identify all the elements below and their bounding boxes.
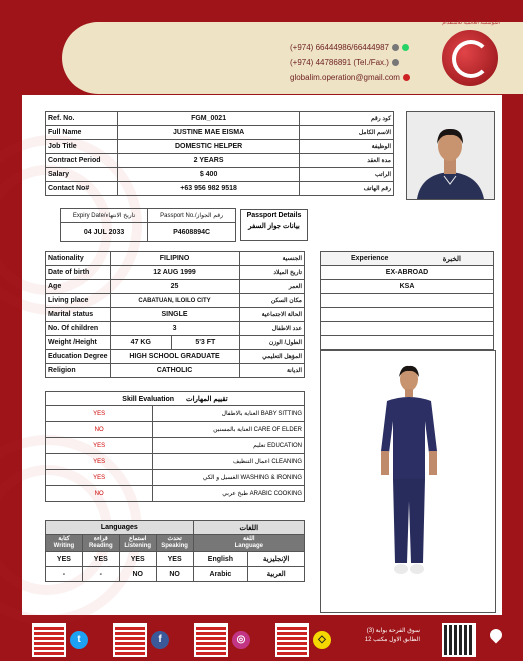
language-level: YES [156,552,193,567]
language-name-header [193,535,304,552]
language-name-ar: الإنجليزية [248,552,305,567]
info-label: Marital status [46,308,111,322]
field-value: DOMESTIC HELPER [117,140,299,154]
language-skill-header-ar: قراءة [93,536,108,542]
facebook-icon[interactable]: f [151,631,169,649]
portrait-photo [406,111,495,200]
personal-row [46,168,394,182]
weight-value: 47 KG [110,336,172,350]
whatsapp-icon [402,44,409,51]
religion-label: Religion [46,364,111,378]
info-row [46,308,305,322]
weight-label-ar: الطول/ الوزن [239,336,304,350]
experience-row [321,336,494,350]
phone-row [290,40,410,55]
religion-row [46,364,305,378]
expiry-date: 04 JUL 2033 [61,223,148,242]
personal-row [46,126,394,140]
language-skill-header-en: Listening [124,543,152,549]
education-value: HIGH SCHOOL GRADUATE [110,350,239,364]
language-skill-header [46,535,83,552]
field-label: Full Name [46,126,118,140]
language-row [46,567,305,582]
passport-details-label: Passport Details [246,212,302,219]
info-value: SINGLE [110,308,239,322]
language-skill-header-ar: استماع [129,536,147,542]
field-value: +63 956 982 9518 [117,182,299,196]
experience-row [321,294,494,308]
skill-row [46,486,305,502]
skills-header [46,392,305,406]
weight-label: Weight /Height [46,336,111,350]
language-level: YES [46,552,83,567]
qr-code-twitter[interactable] [113,623,147,657]
email-row [290,70,410,85]
language-header-en: Language [234,543,263,549]
passport-no-label: Passport No./رقم الجواز [148,209,236,223]
language-name: Arabic [193,567,248,582]
location-pin-icon [488,627,505,644]
field-value: $ 400 [117,168,299,182]
twitter-icon[interactable]: t [70,631,88,649]
info-value: 25 [110,280,239,294]
language-skill-header [119,535,156,552]
personal-table [45,111,394,196]
instagram-icon[interactable]: ◎ [232,631,250,649]
info-label: Date of birth [46,266,111,280]
skill-row [46,470,305,486]
company-name-ar: المؤسسة العالمية للاستقدام [442,20,500,26]
full-body-photo [320,350,496,613]
language-level: NO [119,567,156,582]
language-skill-header-ar: تحدث [167,536,182,542]
snapchat-icon[interactable]: ◇ [313,631,331,649]
skill-name: اعمال التنظيف CLEANING [153,454,305,470]
skill-value: YES [46,470,153,486]
info-value: 3 [110,322,239,336]
language-name: English [193,552,248,567]
language-level: YES [119,552,156,567]
field-value: JUSTINE MAE EISMA [117,126,299,140]
field-label-ar: الراتب [300,168,394,182]
info-label: Nationality [46,252,111,266]
skill-row [46,438,305,454]
info-label: No. Of children [46,322,111,336]
info-row [46,252,305,266]
languages-table [45,520,305,582]
field-label-ar: الوظيفة [300,140,394,154]
info-label: Age [46,280,111,294]
experience-value [321,322,494,336]
skill-name: العناية بالاطفال BABY SITTING [153,406,305,422]
skill-name: طبخ عربي ARABIC COOKING [153,486,305,502]
passport-details-ar: بيانات جواز السفر [248,223,300,230]
language-skill-header-en: Reading [88,543,113,549]
personal-row [46,140,394,154]
info-value: CABATUAN, ILOILO CITY [110,294,239,308]
experience-value [321,294,494,308]
education-label: Education Degree [46,350,111,364]
personal-row [46,154,394,168]
personal-row [46,182,394,196]
fax-number: (+974) 44786891 (Tel./Fax.) [290,58,389,67]
experience-value: EX-ABROAD [321,266,494,280]
fax-row [290,55,410,70]
language-row [46,552,305,567]
language-level: YES [82,552,119,567]
language-skill-header-en: Speaking [161,543,188,549]
experience-label-ar: الخبرة [442,255,461,263]
footer [0,615,523,661]
field-label: Ref. No. [46,112,118,126]
info-label-ar: العمر [239,280,304,294]
passport-table [60,208,236,242]
experience-row [321,308,494,322]
religion-value: CATHOLIC [110,364,239,378]
skill-row [46,454,305,470]
field-label-ar: مدة العقد [300,154,394,168]
languages-title-ar: اللغات [193,521,304,535]
phone-numbers: (+974) 66444986/66444987 [290,43,389,52]
skill-value: YES [46,406,153,422]
experience-value [321,308,494,322]
language-header-ar: اللغة [242,536,255,542]
info-label-ar: عدد الاطفال [239,322,304,336]
languages-title: Languages [46,521,194,535]
field-label: Salary [46,168,118,182]
skill-value: NO [46,486,153,502]
experience-row [321,322,494,336]
qr-code-instagram[interactable] [275,623,309,657]
skill-row [46,406,305,422]
field-value: 2 YEARS [117,154,299,168]
info-label-ar: الجنسية [239,252,304,266]
info-row [46,294,305,308]
experience-value [321,336,494,350]
language-level: - [82,567,119,582]
height-value: 5'3 FT [172,336,239,350]
info-table [45,251,305,378]
skill-name: العناية بالمسنين CARE OF ELDER [153,422,305,438]
field-label: Contact No# [46,182,118,196]
experience-value: KSA [321,280,494,294]
qr-code-facebook[interactable] [194,623,228,657]
info-label-ar: مكان السكن [239,294,304,308]
qr-code-location[interactable] [442,623,476,657]
field-label-ar: كود رقم [300,112,394,126]
experience-row [321,266,494,280]
contact-block [290,40,410,85]
passport-details-box [240,209,308,241]
field-label: Job Title [46,140,118,154]
experience-header [321,252,494,266]
experience-row [321,280,494,294]
mail-icon [403,74,410,81]
language-skill-header-en: Writing [53,543,75,549]
address: سوق الفرحة بوابة (3) الطابق الاول مكتب 12 [364,628,420,643]
info-row [46,280,305,294]
skill-name: تعليم EDUCATION [153,438,305,454]
weight-row [46,336,305,350]
skills-table [45,391,305,502]
fax-icon [392,59,399,66]
language-skill-header [82,535,119,552]
info-value: FILIPINO [110,252,239,266]
field-label: Contract Period [46,154,118,168]
language-level: NO [156,567,193,582]
language-level: - [46,567,83,582]
info-row [46,322,305,336]
language-name-ar: العربية [248,567,305,582]
email[interactable]: globalim.operation@gmail.com [290,73,400,82]
skill-value: NO [46,422,153,438]
info-value: 12 AUG 1999 [110,266,239,280]
company-logo [440,28,500,88]
skills-title-ar: تقييم المهارات [185,395,228,403]
experience-label: Experience [351,254,389,262]
info-label: Living place [46,294,111,308]
skills-title: Skill Evaluation [122,395,175,403]
education-label-ar: المؤهل التعليمي [239,350,304,364]
personal-row [46,112,394,126]
field-value: FGM_0021 [117,112,299,126]
skill-value: YES [46,438,153,454]
info-row [46,266,305,280]
qr-code-whatsapp[interactable] [32,623,66,657]
passport-number: P4608894C [148,223,236,242]
skill-name: الغسيل و الكي WASHING & IRONING [153,470,305,486]
info-label-ar: تاريخ الميلاد [239,266,304,280]
phone-icon [392,44,399,51]
religion-label-ar: الديانة [239,364,304,378]
skill-row [46,422,305,438]
skill-value: YES [46,454,153,470]
language-skill-header-ar: كتابة [58,536,70,542]
expiry-date-label: Expiry Date/تاريخ الانتهاء [61,209,148,223]
field-label-ar: الاسم الكامل [300,126,394,140]
education-row [46,350,305,364]
field-label-ar: رقم الهاتف [300,182,394,196]
info-label-ar: الحالة الاجتماعية [239,308,304,322]
language-skill-header [156,535,193,552]
